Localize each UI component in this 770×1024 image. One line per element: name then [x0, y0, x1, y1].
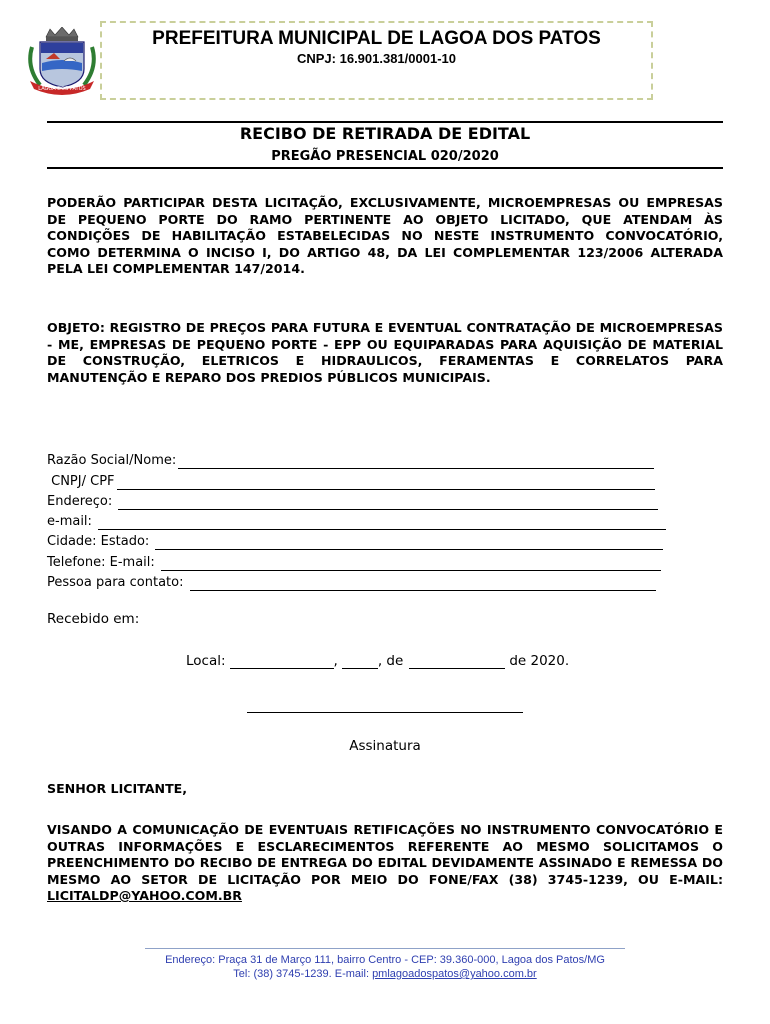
footer-contact	[0, 968, 770, 980]
object-paragraph: OBJETO: REGISTRO DE PREÇOS PARA FUTURA E EVENTUAL CONTRATAÇÃO DE MICROEMPRESAS - ME, EMPRESAS DE PEQUENO PORTE - EPP OU EQUIPARADAS PARA AQUISIÇÃO DE MATERIAL DE CONSTRUÇÃO, ELETRICOS E HIDRAULICOS, FERAMENTAS E CORRELATOS PARA MANUTENÇÃO E REPARO DOS PREDIOS PÚBLICOS MUNICIPAIS.	[47, 320, 723, 385]
year-label: de 2020.	[509, 653, 570, 669]
notice-body: VISANDO A COMUNICAÇÃO DE EVENTUAIS RETIFICAÇÕES NO INSTRUMENTO CONVOCATÓRIO E OUTRAS INFORMAÇÕES E ESCLARECIMENTOS REFERENTE AO MESMO SOLICITAMOS O PREENCHIMENTO DO RECIBO DE ENTREGA DO EDITAL DEVIDAMENTE ASSINADO E REMESSA DO MESMO AO SETOR DE LICITAÇÃO POR MEIO DO FONE/FAX (38) 3745-1239, OU E-MAIL:	[47, 822, 723, 887]
notice-email-link[interactable]: LICITALDP@YAHOO.COM.BR	[47, 888, 242, 903]
form-row-endereco	[47, 490, 687, 510]
form-row-cnpj	[47, 469, 687, 489]
local-label: Local:	[186, 653, 226, 669]
fill-line-cidade-estado[interactable]	[155, 537, 663, 550]
notice-paragraph	[47, 822, 723, 905]
eligibility-paragraph: PODERÃO PARTICIPAR DESTA LICITAÇÃO, EXCLUSIVAMENTE, MICROEMPRESAS OU EMPRESAS DE PEQUENO PORTE DO RAMO PERTINENTE AO OBJETO LICITADO, QUE ATENDAM ÀS CONDIÇÕES DE HABILITAÇÃO ESTABELECIDAS NO NESTE INSTRUMENTO CONVOCATÓRIO, COMO DETERMINA O INCISO I, DO ARTIGO 48, DA LEI COMPLEMENTAR 123/2006 ALTERADA PELA LEI COMPLEMENTAR 147/2014.	[47, 195, 723, 276]
local-date-row	[186, 653, 569, 669]
form-label: Cidade: Estado:	[47, 534, 154, 550]
footer-address: Endereço: Praça 31 de Março 111, bairro Centro - CEP: 39.360-000, Lagoa dos Patos/MG	[165, 954, 605, 966]
comma-separator: ,	[333, 653, 338, 669]
form-label: CNPJ/ CPF	[47, 473, 115, 489]
logo-ribbon-text: LAGOA DOS PATOS	[38, 86, 86, 92]
header-title: PREFEITURA MUNICIPAL DE LAGOA DOS PATOS	[152, 28, 601, 49]
form-label: Endereço:	[47, 493, 117, 509]
form-row-email	[47, 510, 687, 530]
header-cnpj: CNPJ: 16.901.381/0001-10	[296, 51, 456, 66]
footer-tel: Tel: (38) 3745-1239. E-mail:	[233, 968, 373, 980]
form-label: Telefone: E-mail:	[47, 554, 159, 570]
day-blank[interactable]	[342, 656, 378, 669]
fill-line-contato[interactable]	[190, 578, 656, 591]
document-title: RECIBO DE RETIRADA DE EDITAL	[239, 124, 531, 143]
title-top-rule	[47, 121, 723, 123]
fill-line-email[interactable]	[98, 517, 666, 530]
form-label: Pessoa para contato:	[47, 575, 188, 591]
fill-line-razao-social[interactable]	[178, 456, 654, 469]
form-label: e-mail:	[47, 514, 97, 530]
form-row-telefone-email	[47, 550, 687, 570]
received-label: Recebido em:	[47, 611, 140, 627]
signature-label: Assinatura	[349, 738, 421, 754]
notice-heading: SENHOR LICITANTE,	[47, 781, 188, 796]
form-row-cidade-estado	[47, 530, 687, 550]
footer-email-link[interactable]: pmlagoadospatos@yahoo.com.br	[372, 968, 537, 980]
form-row-razao-social	[47, 449, 687, 469]
month-blank[interactable]	[409, 656, 505, 669]
form-label: Razão Social/Nome:	[47, 453, 177, 469]
fill-line-telefone-email[interactable]	[161, 558, 661, 571]
fill-line-endereco[interactable]	[118, 497, 658, 510]
de-label: , de	[377, 653, 404, 669]
local-blank[interactable]	[230, 656, 334, 669]
receipt-form	[47, 449, 687, 591]
document-subtitle: PREGÃO PRESENCIAL 020/2020	[271, 149, 499, 164]
fill-line-cnpj[interactable]	[117, 477, 655, 490]
footer-rule	[145, 948, 625, 949]
municipal-coat-of-arms-logo	[24, 27, 100, 95]
title-bottom-rule	[47, 167, 723, 169]
form-row-contato	[47, 571, 687, 591]
signature-line[interactable]	[247, 712, 523, 713]
